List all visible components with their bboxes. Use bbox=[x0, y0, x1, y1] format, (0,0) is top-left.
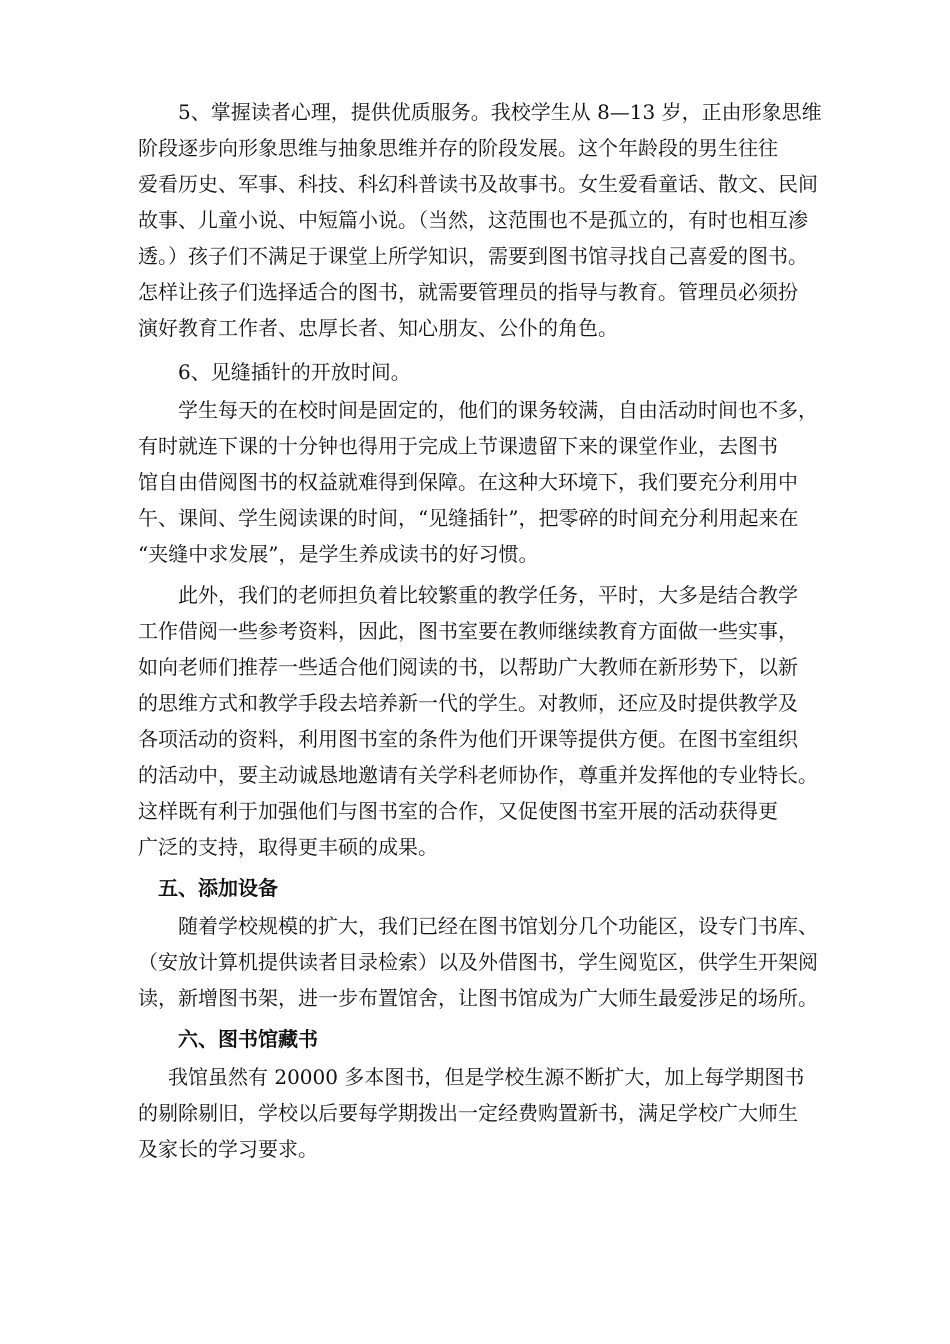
paragraph-line: 如向老师们推荐一些适合他们阅读的书，以帮助广大教师在新形势下，以新 bbox=[138, 655, 798, 679]
paragraph-line: 工作借阅一些参考资料，因此，图书室要在教师继续教育方面做一些实事， bbox=[138, 619, 798, 643]
paragraph-line: 爱看历史、军事、科技、科幻科普读书及故事书。女生爱看童话、散文、民间 bbox=[138, 172, 818, 196]
paragraph-line: 怎样让孩子们选择适合的图书，就需要管理员的指导与教育。管理员必须扮 bbox=[138, 280, 798, 304]
section-heading: 五、添加设备 bbox=[158, 876, 278, 900]
paragraph-line: 阶段逐步向形象思维与抽象思维并存的阶段发展。这个年龄段的男生往往 bbox=[138, 136, 778, 160]
paragraph-line: （安放计算机提供读者目录检索）以及外借图书，学生阅览区，供学生开架阅 bbox=[138, 950, 818, 974]
paragraph-line: 透。）孩子们不满足于课堂上所学知识，需要到图书馆寻找自己喜爱的图书。 bbox=[138, 244, 808, 268]
paragraph-line: 6、见缝插针的开放时间。 bbox=[178, 360, 411, 384]
paragraph-line: 广泛的支持，取得更丰硕的成果。 bbox=[138, 835, 438, 859]
paragraph-line: 的思维方式和教学手段去培养新一代的学生。对教师，还应及时提供教学及 bbox=[138, 691, 798, 715]
paragraph-line: 故事、儿童小说、中短篇小说。（当然，这范围也不是孤立的，有时也相互渗 bbox=[138, 208, 808, 232]
paragraph-line: 各项活动的资料，利用图书室的条件为他们开课等提供方便。在图书室组织 bbox=[138, 727, 798, 751]
paragraph-line: 有时就连下课的十分钟也得用于完成上节课遗留下来的课堂作业，去图书 bbox=[138, 434, 778, 458]
paragraph-line: 及家长的学习要求。 bbox=[138, 1137, 318, 1161]
paragraph-line: 馆自由借阅图书的权益就难得到保障。在这种大环境下，我们要充分利用中 bbox=[138, 470, 798, 494]
paragraph-line: “夹缝中求发展”，是学生养成读书的好习惯。 bbox=[138, 542, 539, 566]
paragraph-line: 随着学校规模的扩大，我们已经在图书馆划分几个功能区，设专门书库、 bbox=[178, 914, 818, 938]
paragraph-line: 这样既有利于加强他们与图书室的合作，又促使图书室开展的活动获得更 bbox=[138, 799, 778, 823]
paragraph-line: 午、课间、学生阅读课的时间，“见缝插针”，把零碎的时间充分利用起来在 bbox=[138, 506, 799, 530]
paragraph-line: 5、掌握读者心理，提供优质服务。我校学生从 8—13 岁，正由形象思维 bbox=[178, 100, 822, 124]
paragraph-line: 学生每天的在校时间是固定的，他们的课务较满，自由活动时间也不多， bbox=[178, 398, 818, 422]
section-heading: 六、图书馆藏书 bbox=[178, 1027, 318, 1051]
paragraph-line: 的活动中，要主动诚恳地邀请有关学科老师协作，尊重并发挥他的专业特长。 bbox=[138, 763, 818, 787]
paragraph-line: 此外，我们的老师担负着比较繁重的教学任务，平时，大多是结合教学 bbox=[178, 583, 798, 607]
paragraph-line: 我馆虽然有 20000 多本图书，但是学校生源不断扩大，加上每学期图书 bbox=[168, 1065, 805, 1089]
paragraph-line: 读，新增图书架，进一步布置馆舍，让图书馆成为广大师生最爱涉足的场所。 bbox=[138, 986, 818, 1010]
paragraph-line: 演好教育工作者、忠厚长者、知心朋友、公仆的角色。 bbox=[138, 316, 618, 340]
paragraph-line: 的剔除剔旧，学校以后要每学期拨出一定经费购置新书，满足学校广大师生 bbox=[138, 1101, 798, 1125]
